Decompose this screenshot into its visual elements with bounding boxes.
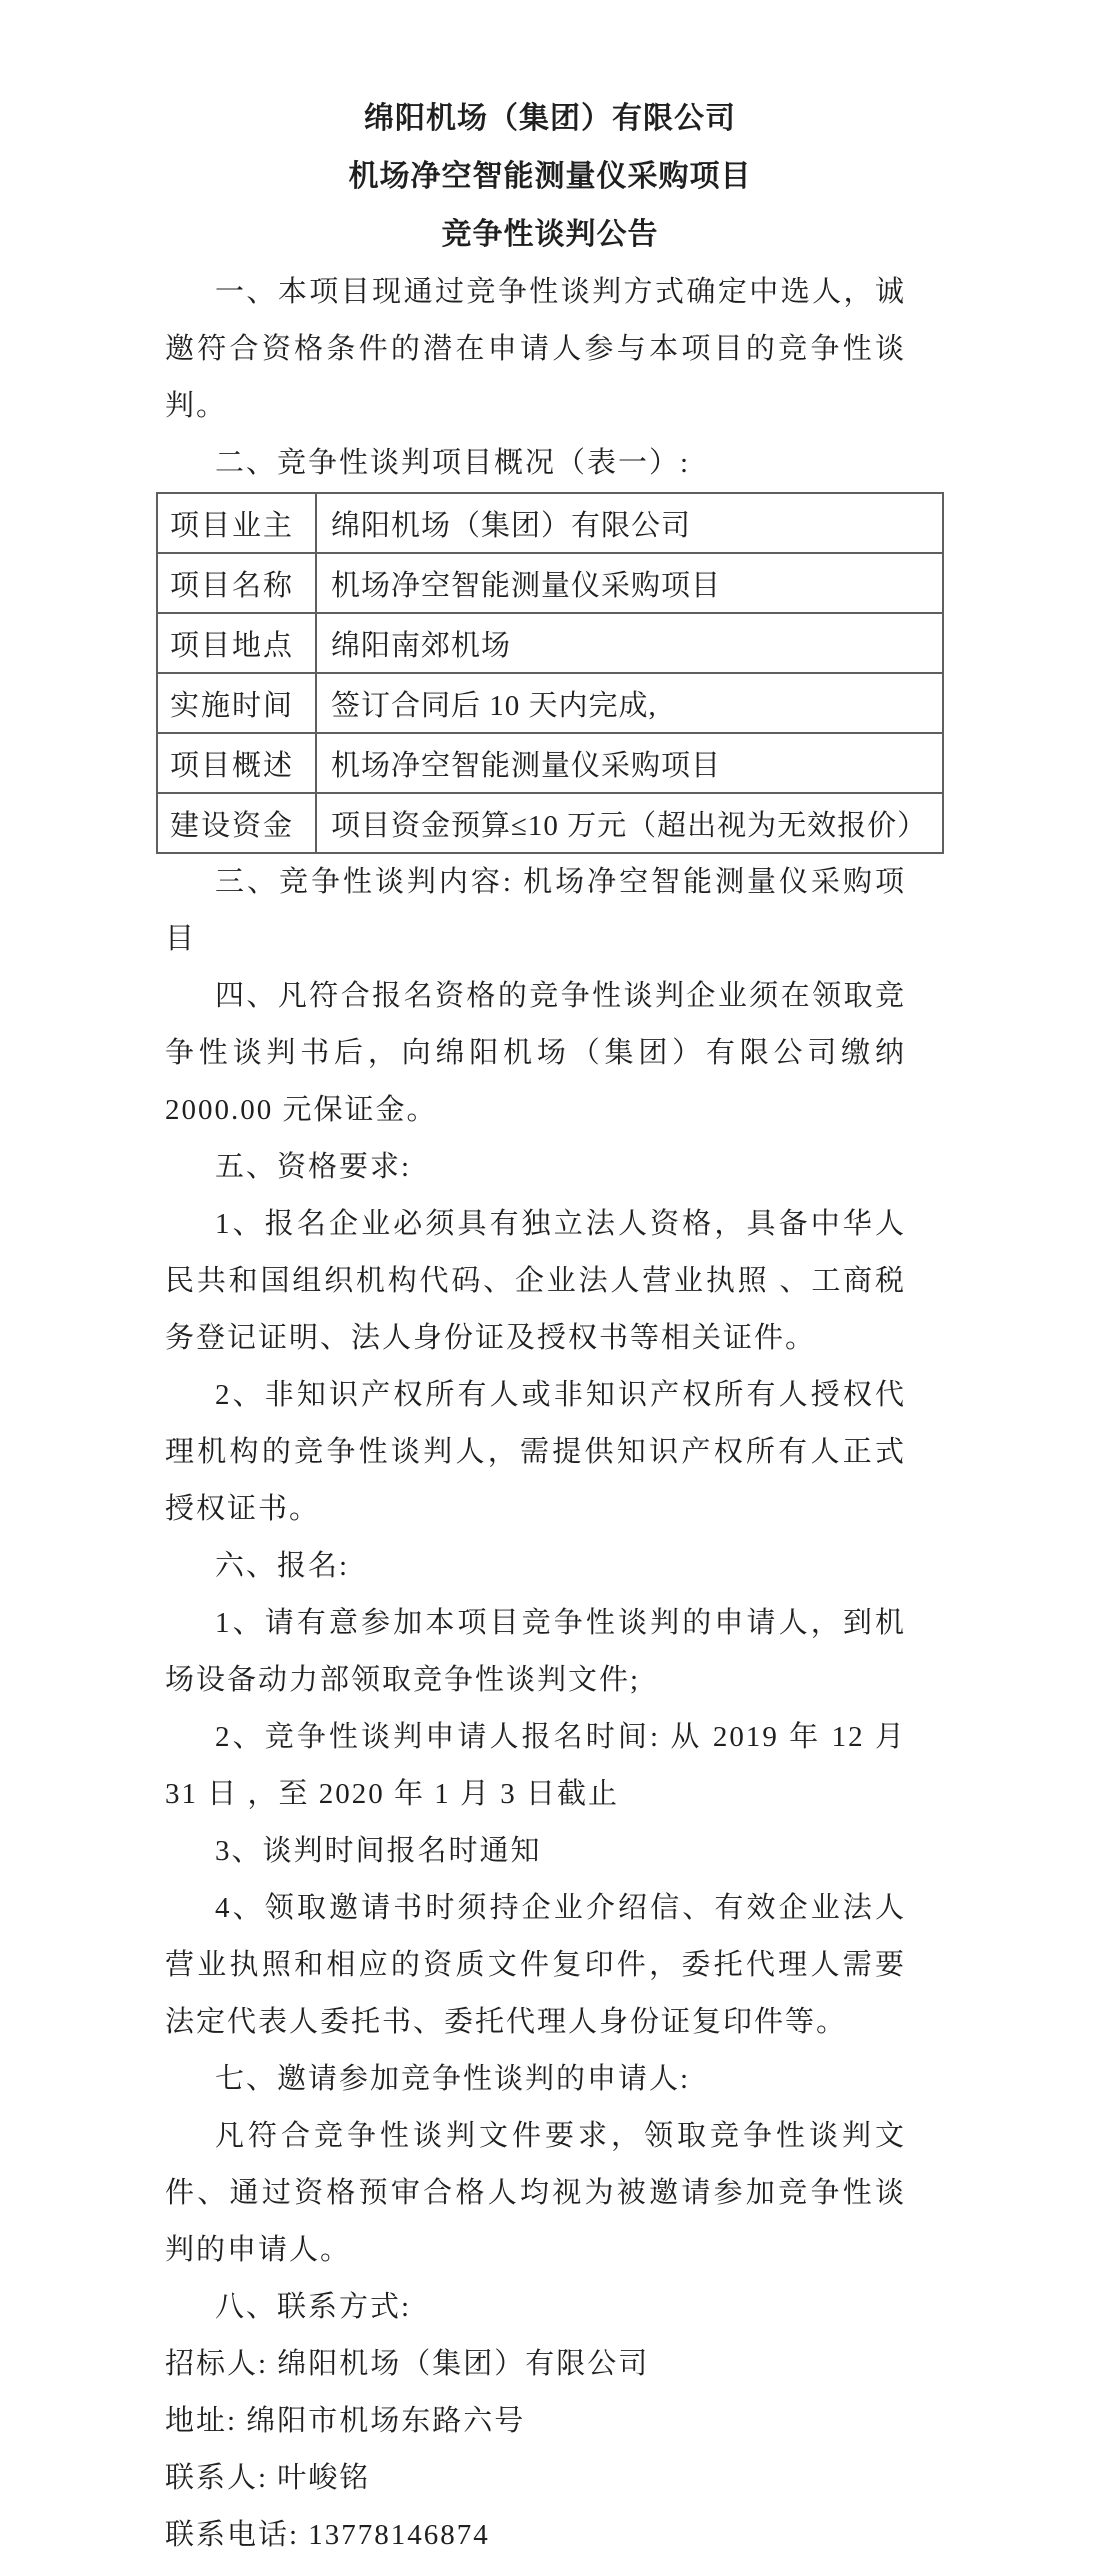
row-value: 绵阳机场（集团）有限公司 — [316, 493, 943, 553]
contact-line-person: 联系人: 叶峻铭 — [165, 2462, 371, 2494]
paragraph-section-1: 一、本项目现通过竞争性谈判方式确定中选人，诚邀符合资格条件的潜在申请人参与本项目的竞争性谈判。 — [165, 276, 906, 422]
row-value: 机场净空智能测量仪采购项目 — [316, 553, 943, 613]
table-row-project-owner — [157, 493, 943, 553]
paragraph-section-6: 六、报名: — [215, 1550, 350, 1582]
row-label: 实施时间 — [157, 673, 316, 733]
contact-line-phone: 联系电话: 13778146874 — [165, 2519, 490, 2551]
row-label: 项目概述 — [157, 733, 316, 793]
paragraph-section-3: 三、竞争性谈判内容: 机场净空智能测量仪采购项目 — [165, 866, 906, 955]
table-row-construction-funds — [157, 793, 943, 853]
doc-title-announcement-type: 竞争性谈判公告 — [441, 218, 659, 251]
row-label: 项目业主 — [157, 493, 316, 553]
row-label: 项目地点 — [157, 613, 316, 673]
contact-line-address: 地址: 绵阳市机场东路六号 — [165, 2405, 526, 2437]
paragraph-section-5-item-2: 2、非知识产权所有人或非知识产权所有人授权代理机构的竞争性谈判人，需提供知识产权所有人正式授权证书。 — [165, 1379, 906, 1525]
row-label: 建设资金 — [157, 793, 316, 853]
table-row-project-location — [157, 613, 943, 673]
row-label: 项目名称 — [157, 553, 316, 613]
row-value: 项目资金预算≤10 万元（超出视为无效报价） — [316, 793, 943, 853]
row-value: 签订合同后 10 天内完成, — [316, 673, 943, 733]
paragraph-section-5: 五、资格要求: — [215, 1151, 412, 1183]
table-row-project-name — [157, 553, 943, 613]
paragraph-section-6-item-2: 2、竞争性谈判申请人报名时间: 从 2019 年 12 月 31 日 ，至 2020 年 1 月 3 日截止 — [165, 1721, 906, 1810]
paragraph-section-5-item-1: 1、报名企业必须具有独立法人资格，具备中华人民共和国组织机构代码、企业法人营业执照 、工商税务登记证明、法人身份证及授权书等相关证件。 — [165, 1208, 906, 1354]
table-row-project-summary — [157, 733, 943, 793]
row-value: 绵阳南郊机场 — [316, 613, 943, 673]
row-value: 机场净空智能测量仪采购项目 — [316, 733, 943, 793]
paragraph-section-4: 四、凡符合报名资格的竞争性谈判企业须在领取竞争性谈判书后，向绵阳机场（集团）有限公司缴纳 2000.00 元保证金。 — [165, 980, 906, 1126]
paragraph-section-8: 八、联系方式: — [215, 2291, 412, 2323]
paragraph-section-2: 二、竞争性谈判项目概况（表一）: — [215, 447, 691, 479]
paragraph-section-6-item-4: 4、领取邀请书时须持企业介绍信、有效企业法人营业执照和相应的资质文件复印件，委托代理人需要法定代表人委托书、委托代理人身份证复印件等。 — [165, 1892, 906, 2038]
doc-title-project: 机场净空智能测量仪采购项目 — [348, 160, 752, 193]
paragraph-section-6-item-3: 3、谈判时间报名时通知 — [215, 1835, 542, 1867]
contact-line-tenderer: 招标人: 绵阳机场（集团）有限公司 — [165, 2348, 650, 2380]
table-row-implementation-time — [157, 673, 943, 733]
paragraph-section-6-item-1: 1、请有意参加本项目竞争性谈判的申请人，到机场设备动力部领取竞争性谈判文件; — [165, 1607, 906, 1696]
project-overview-table — [156, 492, 944, 854]
paragraph-section-7: 七、邀请参加竞争性谈判的申请人: — [215, 2063, 691, 2095]
doc-title-company: 绵阳机场（集团）有限公司 — [364, 102, 736, 135]
paragraph-section-7-body: 凡符合竞争性谈判文件要求，领取竞争性谈判文件、通过资格预审合格人均视为被邀请参加竞争性谈判的申请人。 — [165, 2120, 906, 2266]
